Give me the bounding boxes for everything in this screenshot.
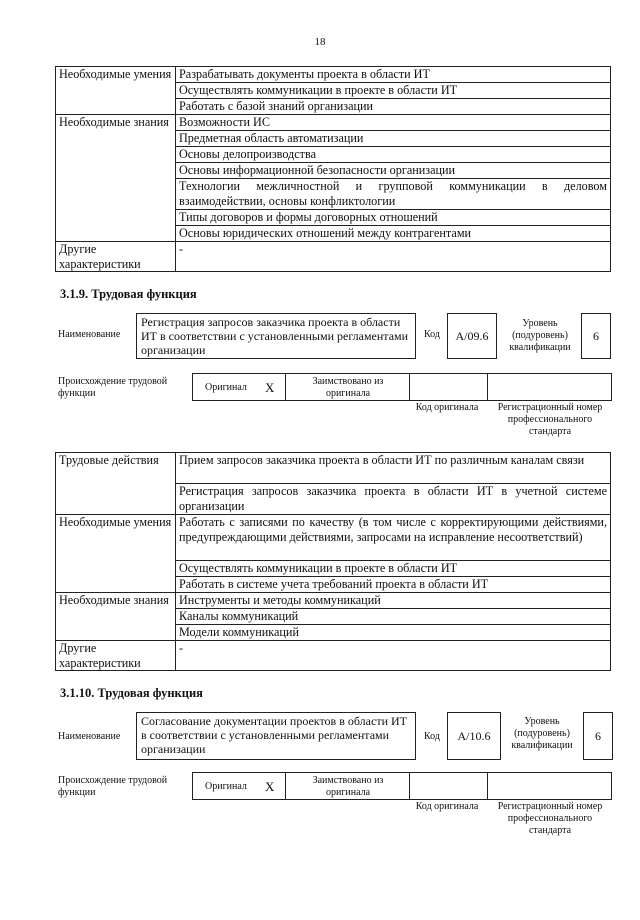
table-cell: Прием запросов заказчика проекта в области ИТ по различным каналам связи [176, 453, 611, 484]
code-original-caption: Код оригинала [415, 402, 479, 413]
divider [285, 773, 286, 799]
section-heading: 3.1.10. Трудовая функция [60, 686, 203, 700]
table-cell: Основы юридических отношений между контрагентами [176, 226, 611, 242]
table-cell: Работать с базой знаний организации [176, 99, 611, 115]
original-mark: X [265, 779, 275, 794]
level-value: 6 [581, 313, 611, 359]
origin-box [192, 772, 612, 800]
name-label: Наименование [58, 731, 121, 742]
requirements-table-1 [55, 66, 611, 272]
table-cell: Работать в системе учета требований проекта в области ИТ [176, 577, 611, 593]
table-cell: - [176, 641, 611, 671]
original-label: Оригинал [205, 781, 247, 792]
table-cell: Предметная область автоматизации [176, 131, 611, 147]
level-label: Уровень (подуровень) квалификации [511, 716, 573, 751]
code-original-caption: Код оригинала [415, 801, 479, 812]
table-cell: Основы делопроизводства [176, 147, 611, 163]
divider [409, 773, 410, 799]
code-label: Код [424, 329, 440, 340]
table-cell: - [176, 242, 611, 272]
origin-box [192, 373, 612, 401]
table-cell: Модели коммуникаций [176, 625, 611, 641]
row-label: Другие характеристики [56, 641, 176, 671]
table-cell: Осуществлять коммуникации в проекте в области ИТ [176, 561, 611, 577]
reg-number-caption: Регистрационный номер профессионального стандарта [497, 402, 603, 437]
table-cell: Осуществлять коммуникации в проекте в области ИТ [176, 83, 611, 99]
divider [409, 374, 410, 400]
section-heading: 3.1.9. Трудовая функция [60, 287, 197, 301]
table-cell: Регистрация запросов заказчика проекта в области ИТ в учетной системе организации [176, 484, 611, 515]
code-value: А/10.6 [447, 712, 501, 760]
requirements-table-2 [55, 452, 611, 671]
level-label: Уровень (подуровень) квалификации [509, 318, 571, 353]
divider [285, 374, 286, 400]
code-value: А/09.6 [447, 313, 497, 359]
table-cell: Возможности ИС [176, 115, 611, 131]
table-cell: Работать с записями по качеству (в том числе с корректирующими действиями, предупреждающими действиями, запросами на исправление несоответствий) [176, 515, 611, 561]
original-mark: X [265, 380, 275, 395]
level-value: 6 [583, 712, 613, 760]
code-label: Код [424, 731, 440, 742]
table-cell: Основы информационной безопасности организации [176, 163, 611, 179]
table-cell: Технологии межличностной и групповой коммуникации в деловом взаимодействии, основы конфликтологии [176, 179, 611, 210]
function-name-box: Согласование документации проектов в области ИТ в соответствии с установленными регламентами организации [136, 712, 416, 760]
function-name-box: Регистрация запросов заказчика проекта в области ИТ в соответствии с установленными регламентами организации [136, 313, 416, 359]
row-label: Другие характеристики [56, 242, 176, 272]
row-label: Необходимые умения [56, 515, 176, 593]
table-cell: Инструменты и методы коммуникаций [176, 593, 611, 609]
row-label: Необходимые умения [56, 67, 176, 115]
borrowed-label: Заимствовано из оригинала [312, 775, 384, 798]
divider [487, 374, 488, 400]
table-cell: Разрабатывать документы проекта в области ИТ [176, 67, 611, 83]
origin-label: Происхождение трудовой функции [58, 775, 168, 798]
table-cell: Типы договоров и формы договорных отношений [176, 210, 611, 226]
origin-label: Происхождение трудовой функции [58, 376, 168, 399]
row-label: Необходимые знания [56, 115, 176, 242]
reg-number-caption: Регистрационный номер профессионального стандарта [497, 801, 603, 836]
divider [487, 773, 488, 799]
original-label: Оригинал [205, 382, 247, 393]
row-label: Необходимые знания [56, 593, 176, 641]
table-cell: Каналы коммуникаций [176, 609, 611, 625]
name-label: Наименование [58, 329, 121, 340]
row-label: Трудовые действия [56, 453, 176, 515]
borrowed-label: Заимствовано из оригинала [312, 376, 384, 399]
page-number: 18 [314, 36, 326, 48]
